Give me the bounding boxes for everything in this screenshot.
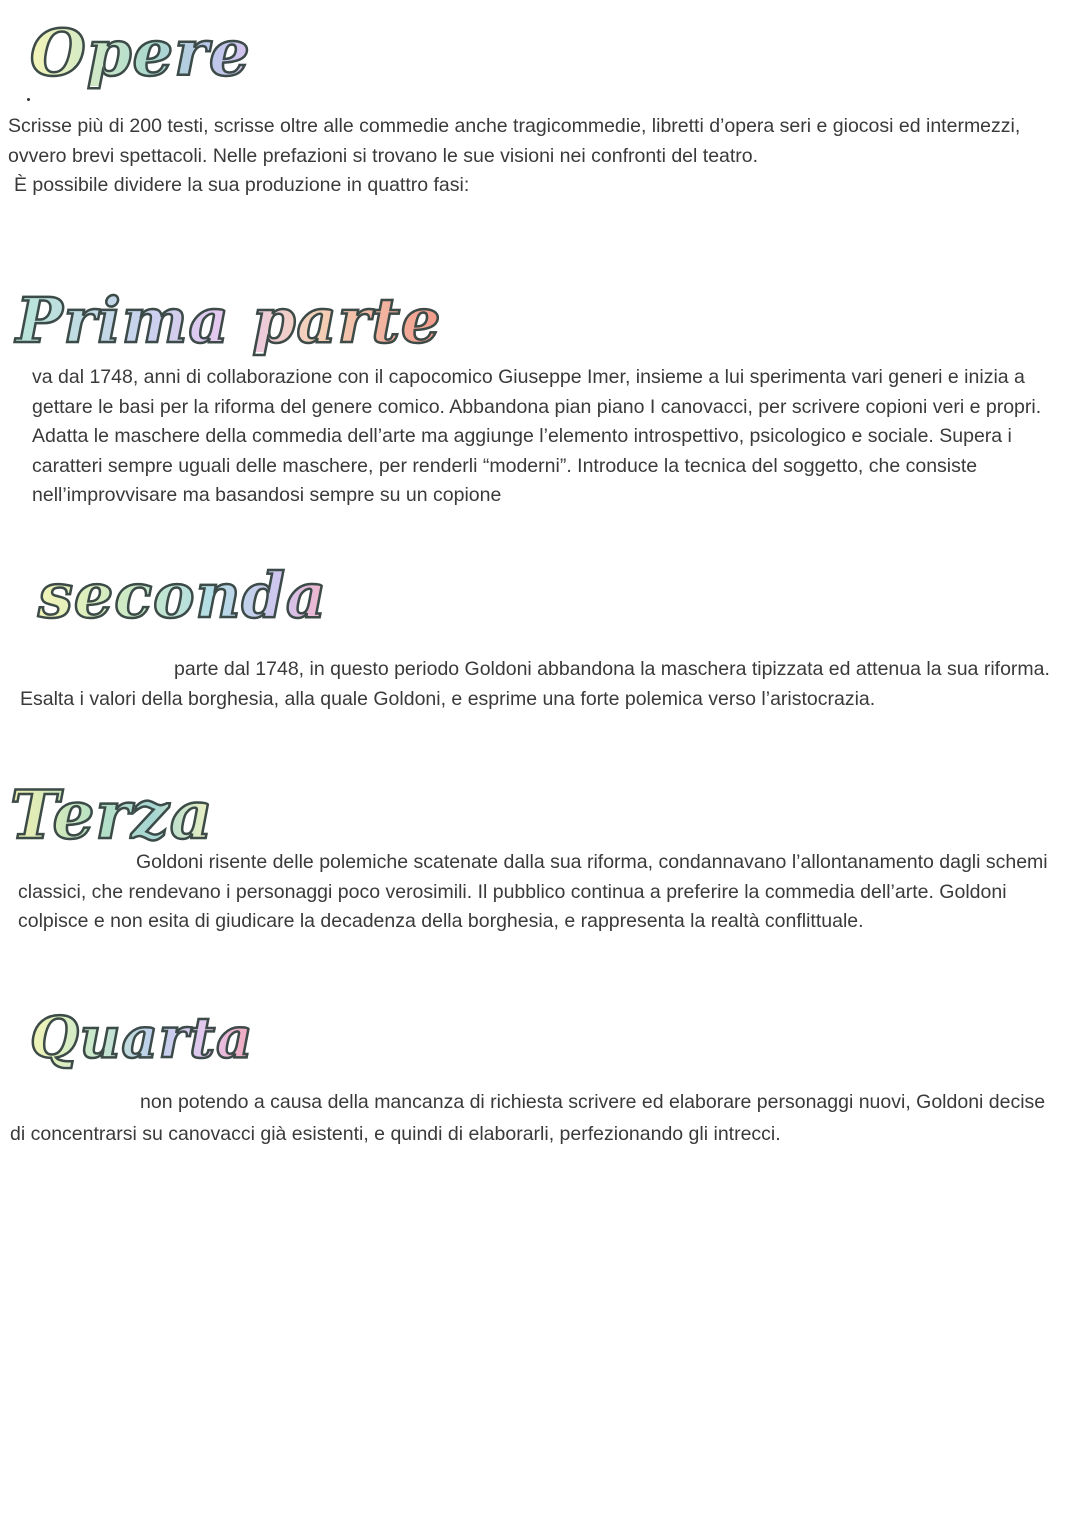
- heading-opere: Opere: [30, 16, 251, 91]
- heading-prima-parte: Prima parte: [16, 284, 442, 357]
- terza-paragraph: Goldoni risente delle polemiche scatenate dalla sua riforma, condannavano l’allontanamento dagli schemi classici, che rendevano i personaggi poco verosimili. Il pubblico continua a preferire la commedia dell’arte. Goldoni colpisce e non esita di giudicare la decadenza della borghesia, e rappresenta la realtà conflittuale.: [18, 851, 1048, 932]
- heading-terza: Terza: [10, 776, 214, 854]
- heading-quarta: Quarta: [30, 1005, 254, 1071]
- heading-seconda: seconda: [38, 559, 328, 632]
- prima-parte-paragraph: va dal 1748, anni di collaborazione con il capocomico Giuseppe Imer, insieme a lui sperimenta vari generi e inizia a gettare le basi per la riforma del genere comico. Abbandona pian piano I canovacci, per scrivere copioni veri e propri. Adatta le maschere della commedia dell’arte ma aggiunge l’elemento introspettivo, psicologico e sociale. Supera i caratteri sempre uguali delle maschere, per renderli “moderni”. Introduce la tecnica del soggetto, che consiste nell’improvvisare ma basandosi sempre su un copione: [32, 366, 1042, 506]
- bullet-dot: [27, 98, 30, 101]
- intro-phases-text: È possibile dividere la sua produzione in quattro fasi:: [14, 174, 470, 196]
- intro-paragraph: [8, 112, 1070, 201]
- seconda-paragraph: parte dal 1748, in questo periodo Goldoni abbandona la maschera tipizzata ed attenua la sua riforma. Esalta i valori della borghesia, alla quale Goldoni, e esprime una forte polemica verso l’aristocrazia.: [20, 658, 1050, 710]
- intro-text: Scrisse più di 200 testi, scrisse oltre alle commedie anche tragicommedie, libretti d’opera seri e giocosi ed intermezzi, ovvero brevi spettacoli. Nelle prefazioni si trovano le sue visioni nei confronti del teatro.: [8, 115, 1021, 167]
- quarta-paragraph: non potendo a causa della mancanza di richiesta scrivere ed elaborare personaggi nuovi, Goldoni decise di concentrarsi su canovacci già esistenti, e quindi di elaborarli, perfezionando gli intrecci.: [10, 1091, 1046, 1145]
